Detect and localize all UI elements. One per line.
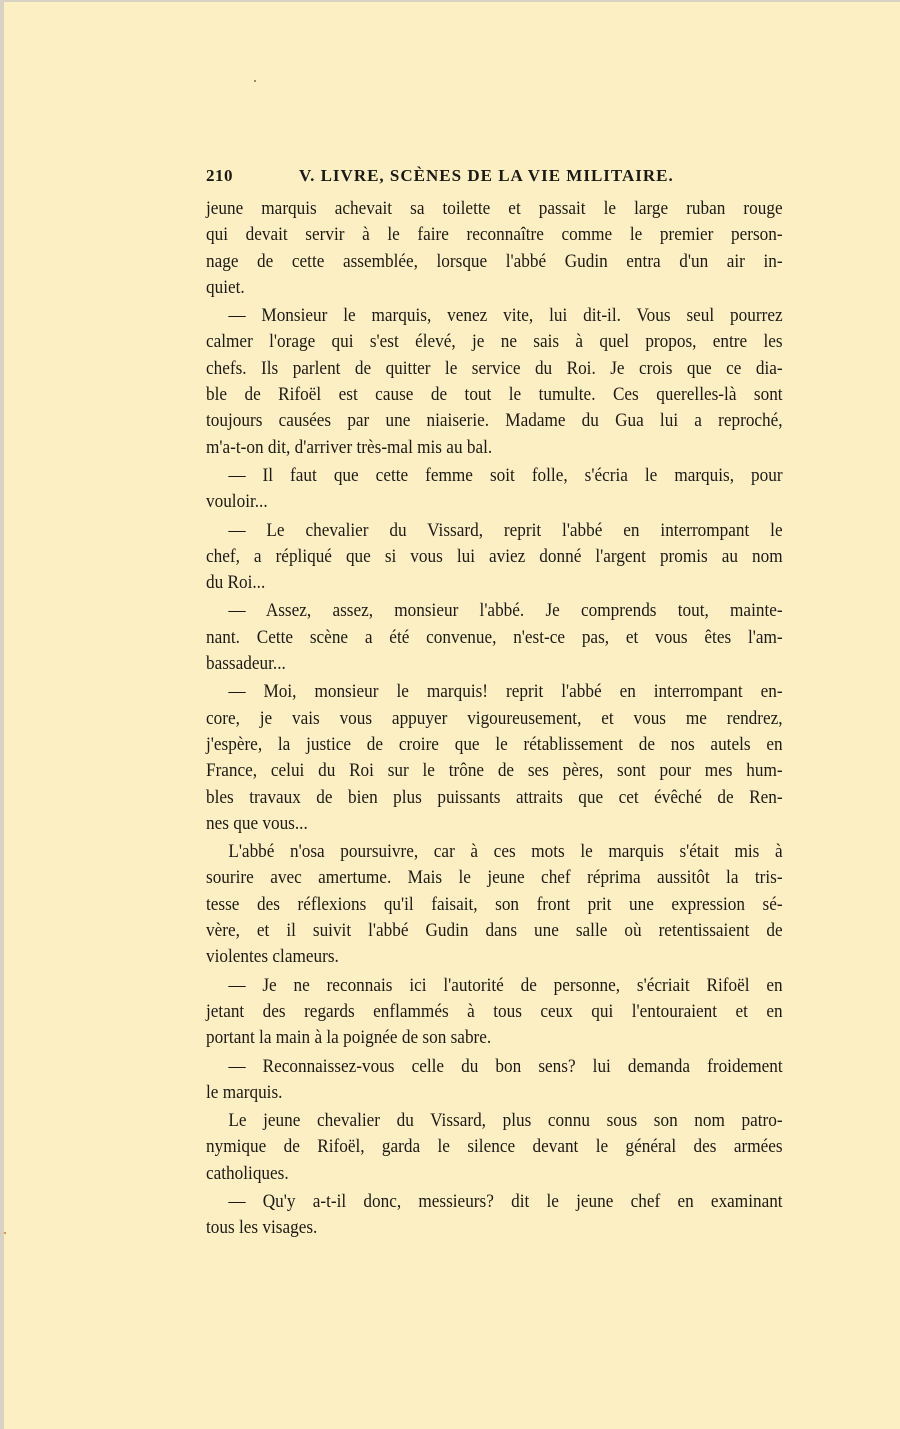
- text-line: quiet.: [206, 277, 245, 298]
- text-line: tesse des réflexions qu'il faisait, son front prit une expression sé-: [206, 894, 783, 915]
- text-line: toujours causées par une niaiserie. Madame du Gua lui a reproché,: [206, 411, 783, 432]
- page-edge-shadow: [0, 0, 4, 1429]
- page-edge-shadow-top: [0, 0, 900, 2]
- text-line: le marquis.: [206, 1082, 283, 1103]
- text-line: — Moi, monsieur le marquis! reprit l'abbé en interrompant en-: [228, 682, 783, 703]
- text-line: jetant des regards enflammés à tous ceux qui l'entouraient et en: [206, 1001, 783, 1022]
- paragraph: [206, 973, 783, 1052]
- text-line: m'a-t-on dit, d'arriver très-mal mis au bal.: [206, 437, 493, 458]
- text-line: sourire avec amertume. Mais le jeune chef réprima aussitôt la tris-: [206, 868, 783, 889]
- paragraph: [206, 518, 783, 597]
- text-line: nant. Cette scène a été convenue, n'est-ce pas, et vous êtes l'am-: [206, 627, 783, 648]
- text-line: bassadeur...: [206, 654, 286, 675]
- paragraph: [206, 1108, 783, 1187]
- paper-speck: [4, 1232, 6, 1234]
- text-line: — Il faut que cette femme soit folle, s'écria le marquis, pour: [228, 465, 783, 486]
- running-header: [206, 166, 786, 190]
- text-line: vère, et il suivit l'abbé Gudin dans une salle où retentissaient de: [206, 921, 783, 942]
- text-line: vouloir...: [206, 492, 268, 513]
- text-line: du Roi...: [206, 573, 266, 594]
- page-number: 210: [206, 166, 233, 185]
- text-line: — Assez, assez, monsieur l'abbé. Je comprends tout, mainte-: [228, 601, 783, 622]
- text-line: — Qu'y a-t-il donc, messieurs? dit le jeune chef en examinant: [228, 1191, 783, 1212]
- paper-speck: [254, 80, 256, 82]
- paragraph: [206, 196, 783, 301]
- text-line: jeune marquis achevait sa toilette et passait le large ruban rouge: [206, 199, 783, 219]
- text-line: nage de cette assemblée, lorsque l'abbé Gudin entra d'un air in-: [206, 251, 783, 272]
- paragraph: [206, 839, 783, 970]
- text-line: — Le chevalier du Vissard, reprit l'abbé en interrompant le: [228, 520, 783, 541]
- text-line: — Reconnaissez-vous celle du bon sens? lui demanda froidement: [228, 1056, 783, 1077]
- text-line: nes que vous...: [206, 813, 308, 834]
- paragraph: [206, 1189, 783, 1242]
- text-line: France, celui du Roi sur le trône de ses pères, sont pour mes hum-: [206, 761, 783, 782]
- text-line: qui devait servir à le faire reconnaître comme le premier person-: [206, 225, 783, 246]
- text-line: chefs. Ils parlent de quitter le service du Roi. Je crois que ce dia-: [206, 358, 783, 379]
- text-line: nymique de Rifoël, garda le silence devant le général des armées: [206, 1137, 783, 1158]
- paragraph: [206, 1054, 783, 1107]
- text-line: — Monsieur le marquis, venez vite, lui dit-il. Vous seul pourrez: [228, 306, 783, 327]
- text-line: violentes clameurs.: [206, 947, 339, 968]
- text-line: core, je vais vous appuyer vigoureusement, et vous me rendrez,: [206, 708, 783, 729]
- text-line: catholiques.: [206, 1163, 289, 1184]
- paragraph: [206, 679, 783, 837]
- text-line: portant la main à la poignée de son sabre.: [206, 1028, 492, 1049]
- paragraph: [206, 463, 783, 516]
- text-line: j'espère, la justice de croire que le rétablissement de nos autels en: [206, 734, 783, 755]
- text-line: — Je ne reconnais ici l'autorité de personne, s'écriait Rifoël en: [228, 975, 783, 996]
- text-line: chef, a répliqué que si vous lui aviez donné l'argent promis au nom: [206, 546, 783, 567]
- paragraph: [206, 598, 783, 677]
- text-line: tous les visages.: [206, 1218, 318, 1239]
- text-line: bles travaux de bien plus puissants attraits que cet évêché de Ren-: [206, 787, 783, 808]
- text-line: calmer l'orage qui s'est élevé, je ne sais à quel propos, entre les: [206, 332, 783, 353]
- text-line: ble de Rifoël est cause de tout le tumulte. Ces querelles-là sont: [206, 385, 783, 406]
- paragraph: [206, 303, 783, 461]
- text-line: Le jeune chevalier du Vissard, plus connu sous son nom patro-: [228, 1111, 783, 1132]
- running-title: V. LIVRE, SCÈNES DE LA VIE MILITAIRE.: [299, 166, 674, 185]
- body-text: [206, 196, 783, 1242]
- text-line: L'abbé n'osa poursuivre, car à ces mots le marquis s'était mis à: [228, 842, 783, 863]
